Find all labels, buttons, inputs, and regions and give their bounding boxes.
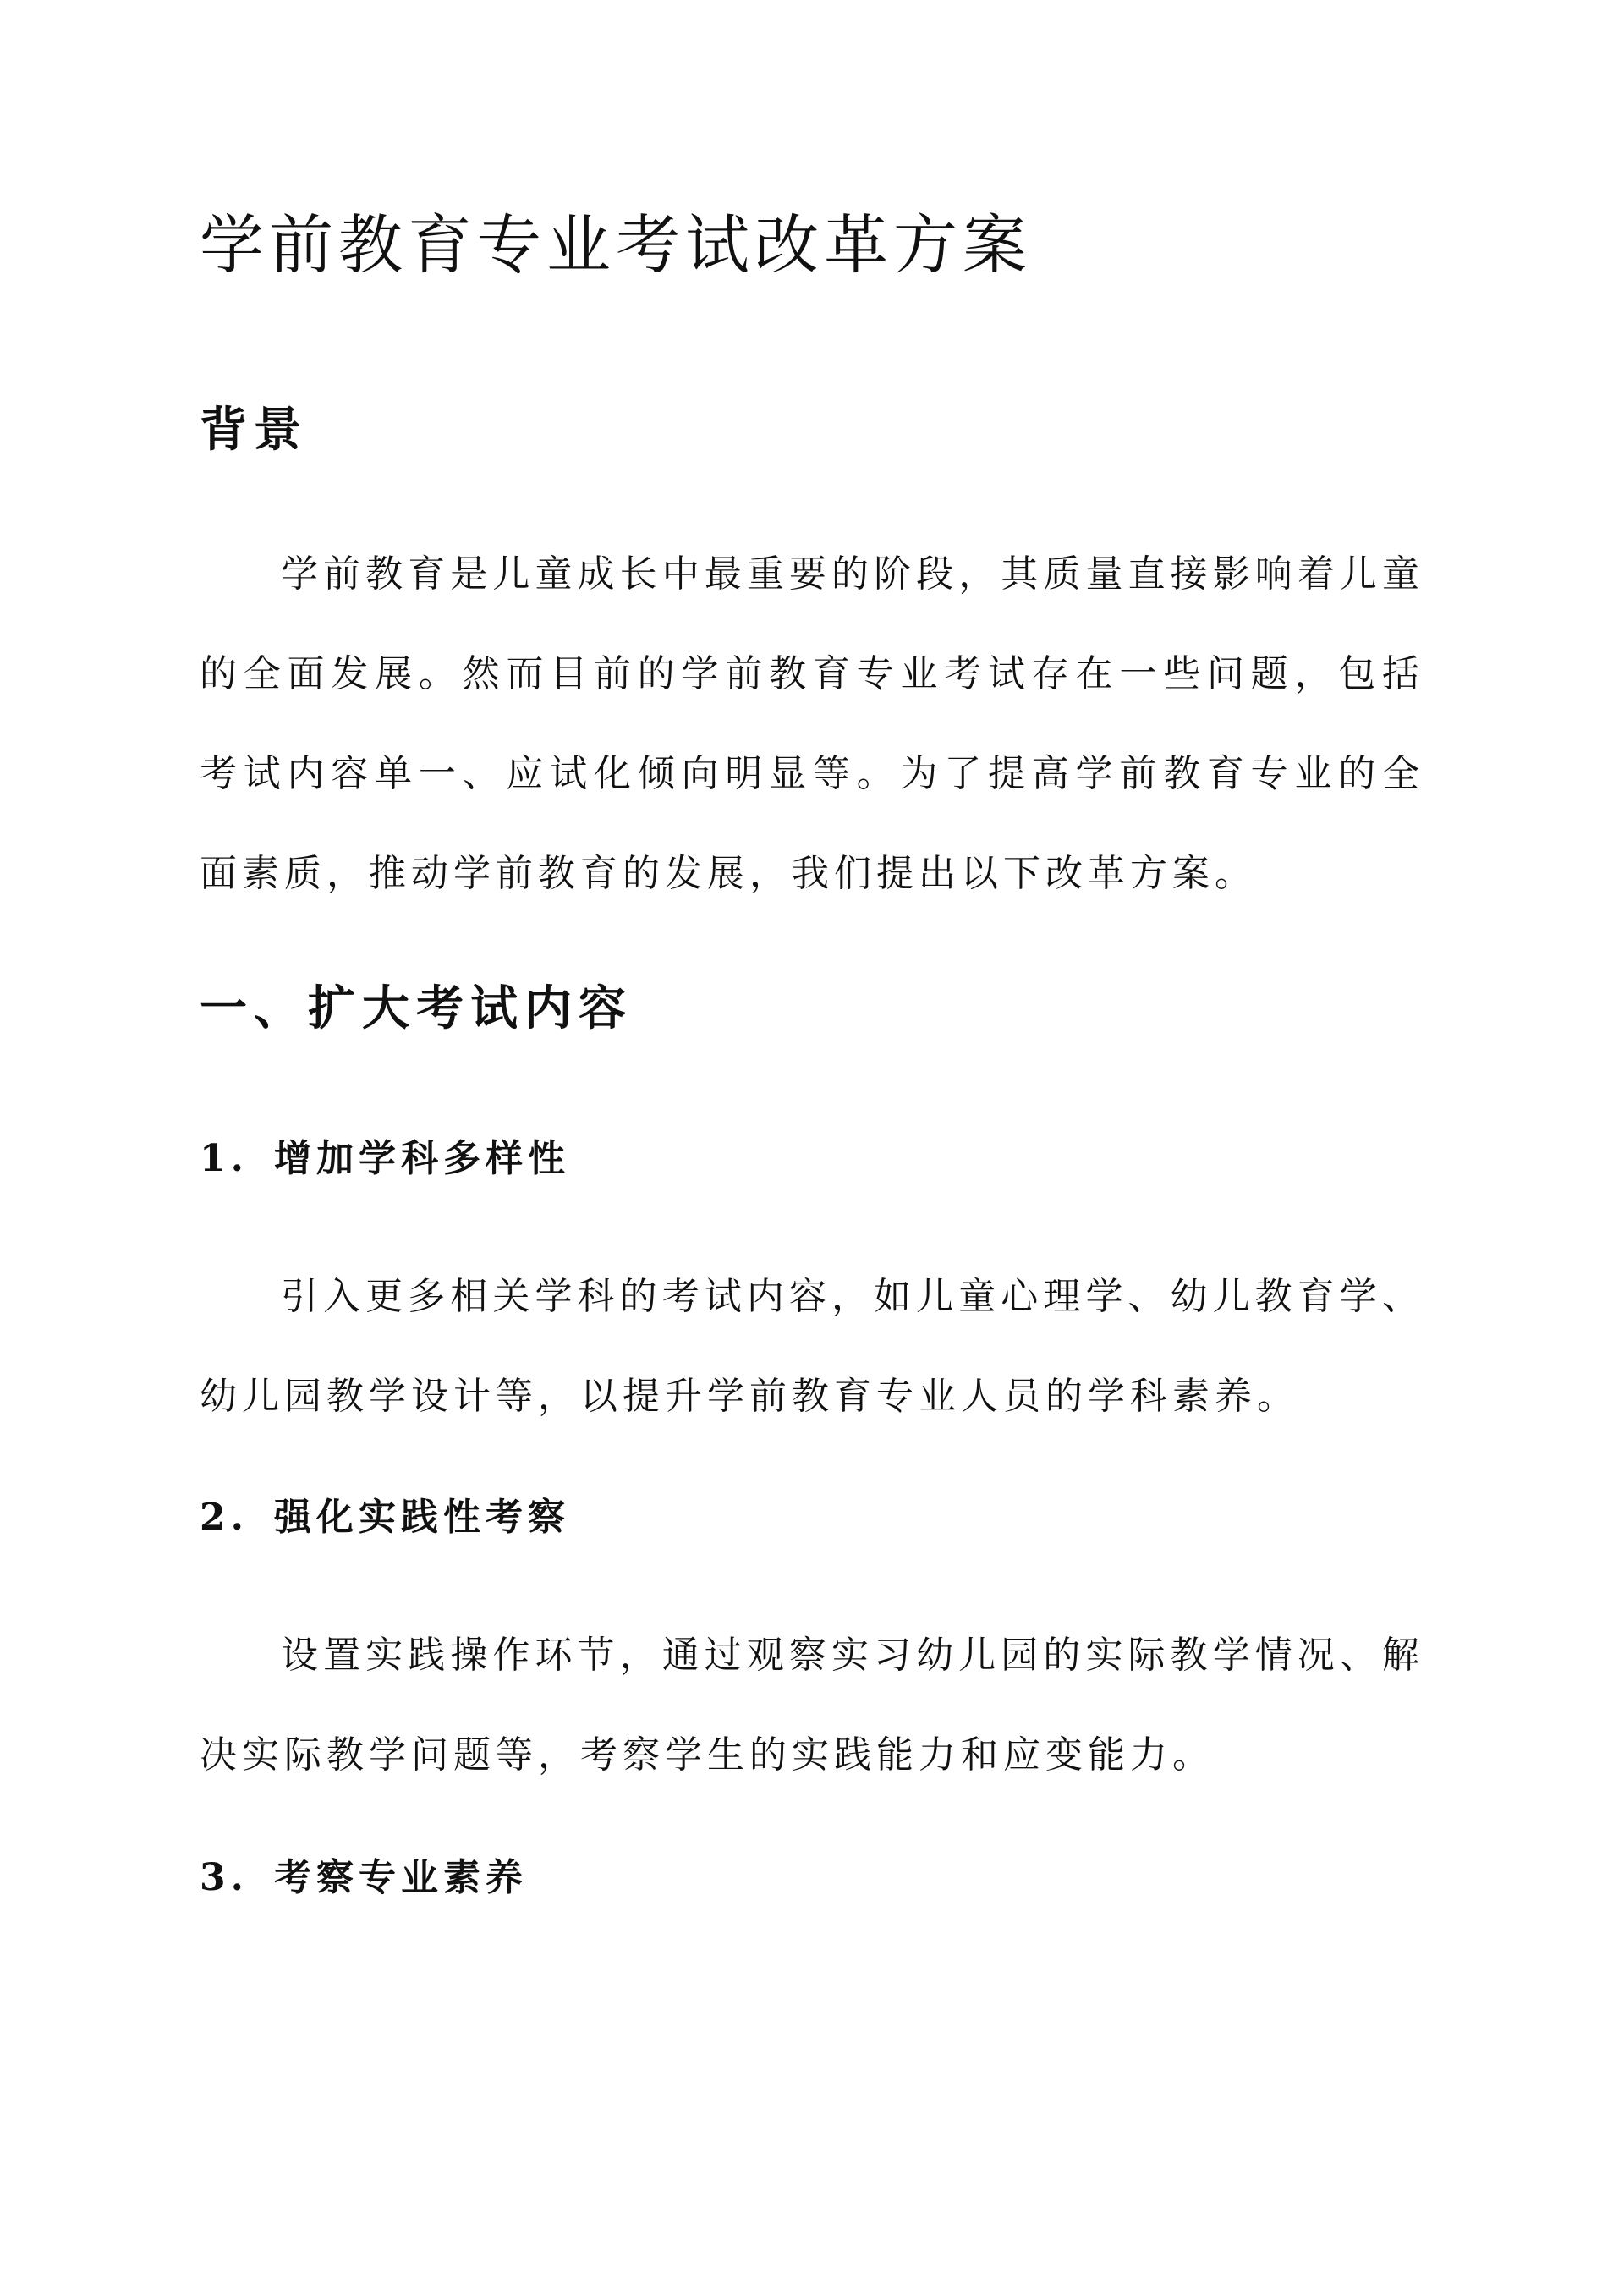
item-1-paragraph: 引入更多相关学科的考试内容，如儿童心理学、幼儿教育学、幼儿园教学设计等，以提升学前教育专业人员的学科素养。: [200, 1275, 1424, 1418]
item-1-heading: [200, 1132, 570, 1186]
item-2-paragraph: 设置实践操作环节，通过观察实习幼儿园的实际教学情况、解决实际教学问题等，考察学生的实践能力和应变能力。: [200, 1634, 1424, 1777]
item-1-title: 增加学科多样性: [274, 1137, 570, 1180]
item-1-number: 1.: [200, 1137, 249, 1180]
section-1-heading: 一、扩大考试内容: [200, 980, 633, 1036]
item-3-number: 3.: [200, 1856, 249, 1899]
background-heading: 背景: [200, 402, 308, 458]
item-2-title: 强化实践性考察: [274, 1496, 570, 1539]
item-2-heading: [200, 1491, 570, 1545]
background-paragraph: 学前教育是儿童成长中最重要的阶段，其质量直接影响着儿童的全面发展。然而目前的学前教育专业考试存在一些问题，包括考试内容单一、应试化倾向明显等。为了提高学前教育专业的全面素质，推动学前教育的发展，我们提出以下改革方案。: [200, 552, 1424, 895]
document-title: 学前教育专业考试改革方案: [200, 207, 1032, 283]
item-3-heading: [200, 1851, 528, 1905]
item-3-title: 考察专业素养: [274, 1856, 528, 1899]
item-2-number: 2.: [200, 1496, 249, 1539]
